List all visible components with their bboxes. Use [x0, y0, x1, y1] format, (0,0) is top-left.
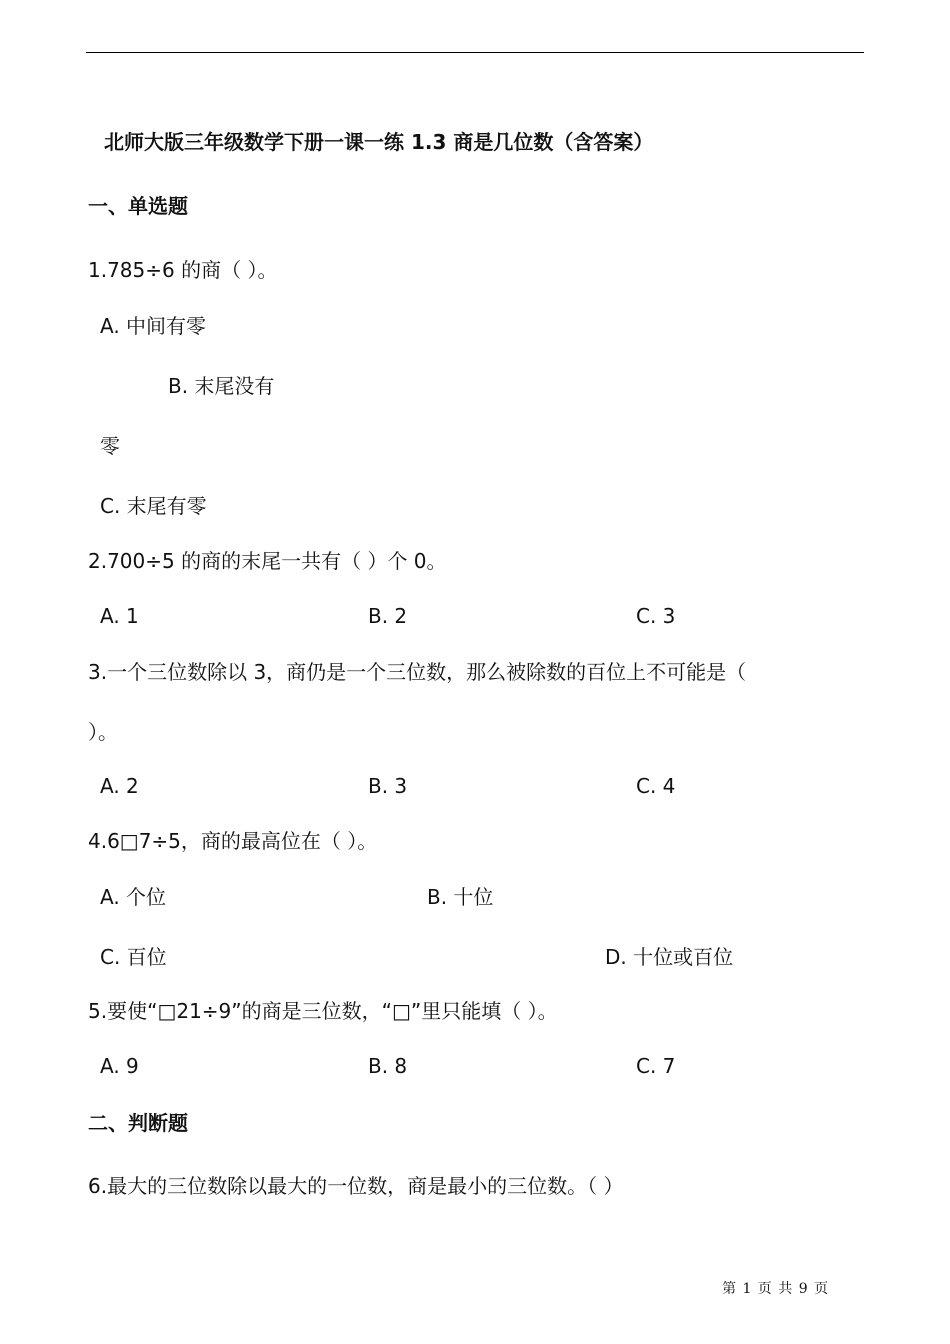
question-4-option-b[interactable]: B. 十位: [427, 885, 494, 909]
question-4-option-c[interactable]: C. 百位: [100, 945, 167, 969]
question-3-option-c[interactable]: C. 4: [636, 774, 676, 798]
question-1-option-c[interactable]: C. 末尾有零: [100, 494, 207, 518]
question-2-stem: 2.700÷5 的商的末尾一共有（ ）个 0。: [88, 549, 447, 573]
question-4-stem: 4.6□7÷5，商的最高位在（ ）。: [88, 829, 378, 853]
question-2-option-c[interactable]: C. 3: [636, 604, 676, 628]
question-3-stem-continued: ）。: [88, 720, 118, 744]
question-1-option-b-continued: 零: [100, 434, 120, 458]
question-5-option-c[interactable]: C. 7: [636, 1054, 676, 1078]
question-2-option-a[interactable]: A. 1: [100, 604, 139, 628]
section-heading-true-false: 二、判断题: [88, 1111, 188, 1135]
question-1-option-a[interactable]: A. 中间有零: [100, 314, 207, 338]
question-1-option-b[interactable]: B. 末尾没有: [168, 374, 275, 398]
question-6-stem: 6.最大的三位数除以最大的一位数，商是最小的三位数。（ ）: [88, 1174, 624, 1198]
question-4-option-d[interactable]: D. 十位或百位: [605, 945, 734, 969]
document-title: 北师大版三年级数学下册一课一练 1.3 商是几位数（含答案）: [104, 130, 654, 154]
page-footer: 第 1 页 共 9 页: [722, 1281, 830, 1297]
question-2-option-b[interactable]: B. 2: [368, 604, 408, 628]
section-heading-single-choice: 一、单选题: [88, 194, 188, 218]
question-1-stem: 1.785÷6 的商（ ）。: [88, 258, 278, 282]
question-3-option-a[interactable]: A. 2: [100, 774, 139, 798]
question-4-option-a[interactable]: A. 个位: [100, 885, 167, 909]
question-5-stem: 5.要使“□21÷9”的商是三位数，“□”里只能填（ ）。: [88, 999, 558, 1023]
question-3-stem: 3.一个三位数除以 3，商仍是一个三位数，那么被除数的百位上不可能是（: [88, 660, 747, 684]
header-rule: [86, 52, 864, 53]
question-5-option-b[interactable]: B. 8: [368, 1054, 408, 1078]
question-5-option-a[interactable]: A. 9: [100, 1054, 139, 1078]
question-3-option-b[interactable]: B. 3: [368, 774, 408, 798]
